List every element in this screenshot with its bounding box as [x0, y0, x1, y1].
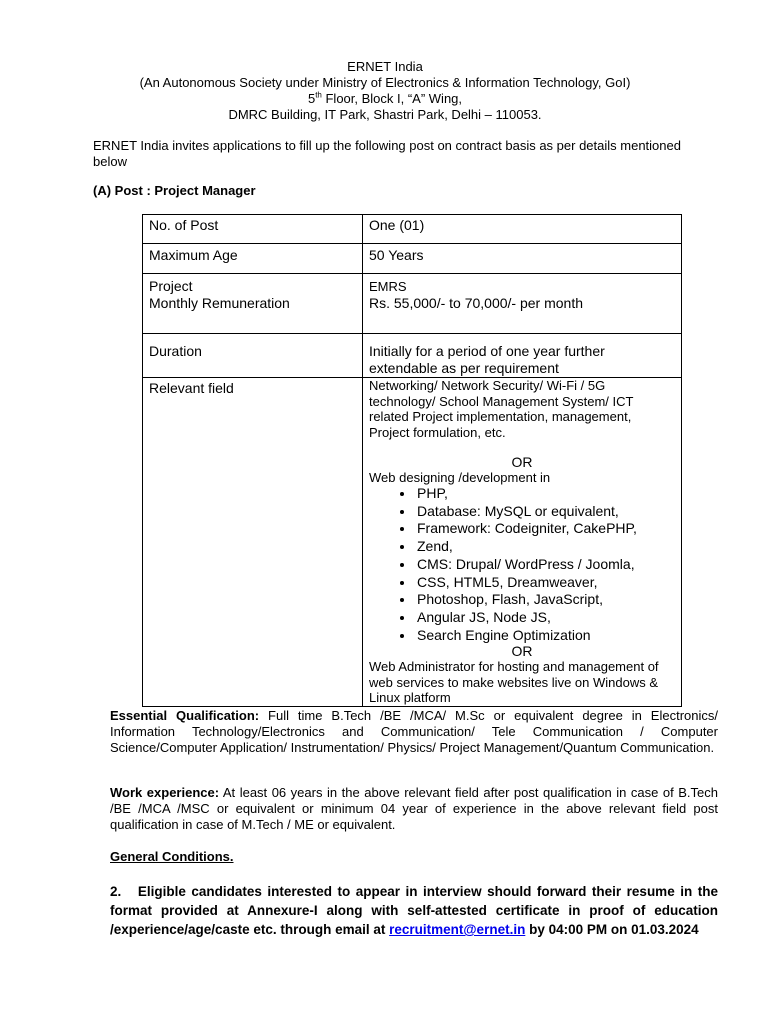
or-separator-1: OR [511, 454, 533, 470]
list-item: • Angular JS, Node JS, [415, 609, 675, 627]
list-item: • Photoshop, Flash, JavaScript, [415, 591, 675, 609]
list-item: • Framework: Codeigniter, CakePHP, [415, 520, 675, 538]
skills-list [369, 485, 675, 644]
floor-number: 5 [307, 91, 316, 106]
duration-value: Initially for a period of one year further extendable as per requirement [363, 334, 682, 378]
web-design-intro: Web designing /development in [369, 470, 551, 485]
work-experience-text: At least 06 years in the above relevant field after post qualification in case of B.Tech /BE /MCA /MSC or equivalent or minimum 04 year of experience in the above relevant field post qualification in case of M.Tech / ME or equivalent. [110, 785, 718, 832]
list-item: • Zend, [415, 538, 675, 556]
no-of-post-label: No. of Post [143, 215, 363, 244]
essential-qualification [110, 708, 718, 756]
condition-number: 2. [110, 884, 122, 899]
list-item: • Database: MySQL or equivalent, [415, 503, 675, 521]
list-item: • CSS, HTML5, Dreamweaver, [415, 574, 675, 592]
org-name: ERNET India [347, 59, 423, 74]
table-row [143, 378, 682, 707]
list-item: • Search Engine Optimization [415, 627, 675, 645]
address-line-1 [0, 91, 770, 107]
list-item: • CMS: Drupal/ WordPress / Joomla, [415, 556, 675, 574]
intro-paragraph: ERNET India invites applications to fill up the following post on contract basis as per details mentioned below [93, 138, 681, 169]
qualification-text: Full time B.Tech /BE /MCA/ M.Sc or equivalent degree in Electronics/ Information Technology/Electronics and Communication/ Tele Communication / Computer Science/Computer Application/ Instrumentation/ Physics/ Project Management/Quantum Communication. [110, 708, 718, 755]
address-line-2: DMRC Building, IT Park, Shastri Park, Delhi – 110053. [228, 107, 542, 122]
general-conditions-heading: General Conditions. [110, 849, 234, 864]
table-row [143, 274, 682, 334]
condition-text-after: by 04:00 PM on 01.03.2024 [525, 922, 699, 937]
or-separator-2: OR [511, 643, 533, 660]
no-of-post-value: One (01) [363, 215, 682, 244]
max-age-value: 50 Years [363, 244, 682, 274]
org-subtitle: (An Autonomous Society under Ministry of Electronics & Information Technology, GoI) [139, 75, 631, 90]
list-item: • PHP, [415, 485, 675, 503]
post-heading: (A) Post : Project Manager [93, 183, 256, 198]
relevant-field-value [363, 378, 682, 707]
table-row [143, 215, 682, 244]
remuneration-value: Rs. 55,000/- to 70,000/- per month [369, 295, 584, 311]
relevant-field-label: Relevant field [143, 378, 363, 707]
web-admin-text: Web Administrator for hosting and management of web services to make websites live on Windows & Linux platform [369, 659, 659, 706]
relevant-para-1: Networking/ Network Security/ Wi-Fi / 5G technology/ School Management System/ ICT related Project implementation, management, Project formulation, etc. [369, 378, 634, 440]
max-age-label: Maximum Age [143, 244, 363, 274]
remuneration-label: Monthly Remuneration [149, 295, 290, 311]
project-value: EMRS [369, 279, 407, 294]
document-header [0, 59, 770, 123]
post-details-table [142, 214, 682, 707]
address-rest: Floor, Block I, “A” Wing, [321, 91, 463, 106]
project-label: Project [149, 278, 193, 294]
work-experience [110, 785, 718, 833]
work-experience-label: Work experience: [110, 785, 220, 800]
table-row [143, 244, 682, 274]
table-row [143, 334, 682, 378]
duration-label: Duration [143, 334, 363, 378]
condition-2 [110, 882, 718, 939]
qualification-label: Essential Qualification: [110, 708, 260, 723]
condition-text-before: Eligible candidates interested to appear in interview should forward their resume in the format provided at Annexure-I along with self-attested certificate in proof of education /experience/age/caste etc. through email at [110, 884, 718, 937]
floor-suffix: th [315, 90, 322, 100]
email-link[interactable]: recruitment@ernet.in [389, 922, 526, 937]
